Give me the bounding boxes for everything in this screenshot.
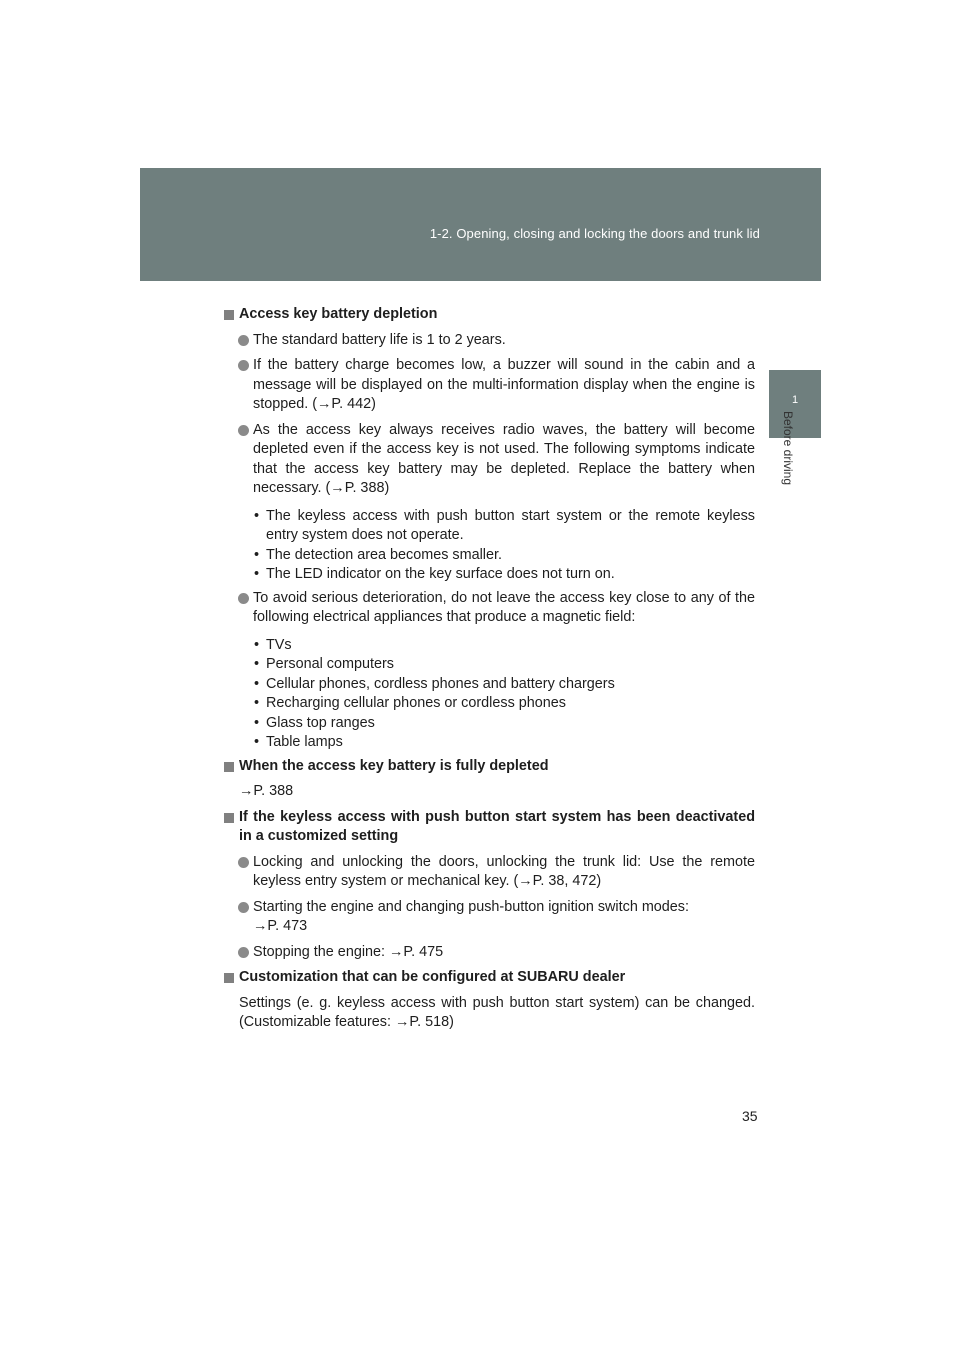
circle-bullet-icon <box>238 947 249 958</box>
circle-bullet-icon <box>238 425 249 436</box>
section-heading: Customization that can be configured at SUBARU dealer <box>224 968 755 988</box>
section-heading: When the access key battery is fully depleted <box>224 757 755 777</box>
list-item: • The LED indicator on the key surface does not turn on. <box>254 566 615 582</box>
list-item: • The detection area becomes smaller. <box>254 546 502 563</box>
circle-bullet-icon <box>238 360 249 371</box>
square-bullet-icon <box>224 813 234 823</box>
circle-bullet-icon <box>238 902 249 913</box>
bullet-item: If the battery charge becomes low, a buzzer will sound in the cabin and a message will be displayed on the multi-information display when the engine is stopped. (→P. 442) <box>224 356 755 415</box>
circle-bullet-icon <box>238 593 249 604</box>
page-reference: →P. 473 <box>253 918 308 934</box>
page-reference: →P. 388 <box>239 783 294 799</box>
bullet-item: Starting the engine and changing push-button ignition switch modes: →P. 473 <box>224 898 755 937</box>
section-title: 1-2. Opening, closing and locking the doors and trunk lid <box>429 226 760 241</box>
bullet-item: To avoid serious deterioration, do not leave the access key close to any of the following electrical appliances that produce a magnetic field: <box>224 589 755 628</box>
list-item: • Glass top ranges <box>254 714 375 731</box>
chapter-number: 1 <box>791 394 799 406</box>
square-bullet-icon <box>224 973 234 983</box>
list-item: • Personal computers <box>254 656 394 672</box>
square-bullet-icon <box>224 762 234 772</box>
list-item: • Cellular phones, cordless phones and battery chargers <box>254 675 615 692</box>
chapter-label: Before driving <box>781 410 795 486</box>
bullet-item: The standard battery life is 1 to 2 years. <box>224 331 755 351</box>
symptom-list <box>224 507 755 585</box>
circle-bullet-icon <box>238 335 249 346</box>
page-content <box>224 305 755 1039</box>
list-item: • The keyless access with push button start system or the remote keyless entry system does not operate. <box>254 507 755 543</box>
bullet-item: Stopping the engine: →P. 475 <box>224 943 755 963</box>
page-number: 35 <box>742 1108 758 1124</box>
bullet-item: Locking and unlocking the doors, unlocking the trunk lid: Use the remote keyless entry system or mechanical key. (→P. 38, 472) <box>224 853 755 892</box>
bullet-item: As the access key always receives radio waves, the battery will become depleted even if the access key is not used. The following symptoms indicate that the access key battery may be depleted. Replace the battery when necessary. (→P. 388) <box>224 421 755 499</box>
list-item: • TVs <box>254 636 292 653</box>
section-heading: Access key battery depletion <box>224 305 755 325</box>
circle-bullet-icon <box>238 857 249 868</box>
appliance-list <box>224 636 755 753</box>
body-paragraph: Settings (e. g. keyless access with push button start system) can be changed. (Customizable features: →P. 518) <box>239 994 755 1030</box>
square-bullet-icon <box>224 310 234 320</box>
header-band <box>140 168 821 281</box>
chapter-tab <box>769 370 821 438</box>
list-item: • Recharging cellular phones or cordless phones <box>254 695 566 711</box>
list-item: • Table lamps <box>254 734 343 750</box>
section-heading: If the keyless access with push button start system has been deactivated in a customized setting <box>224 808 755 847</box>
